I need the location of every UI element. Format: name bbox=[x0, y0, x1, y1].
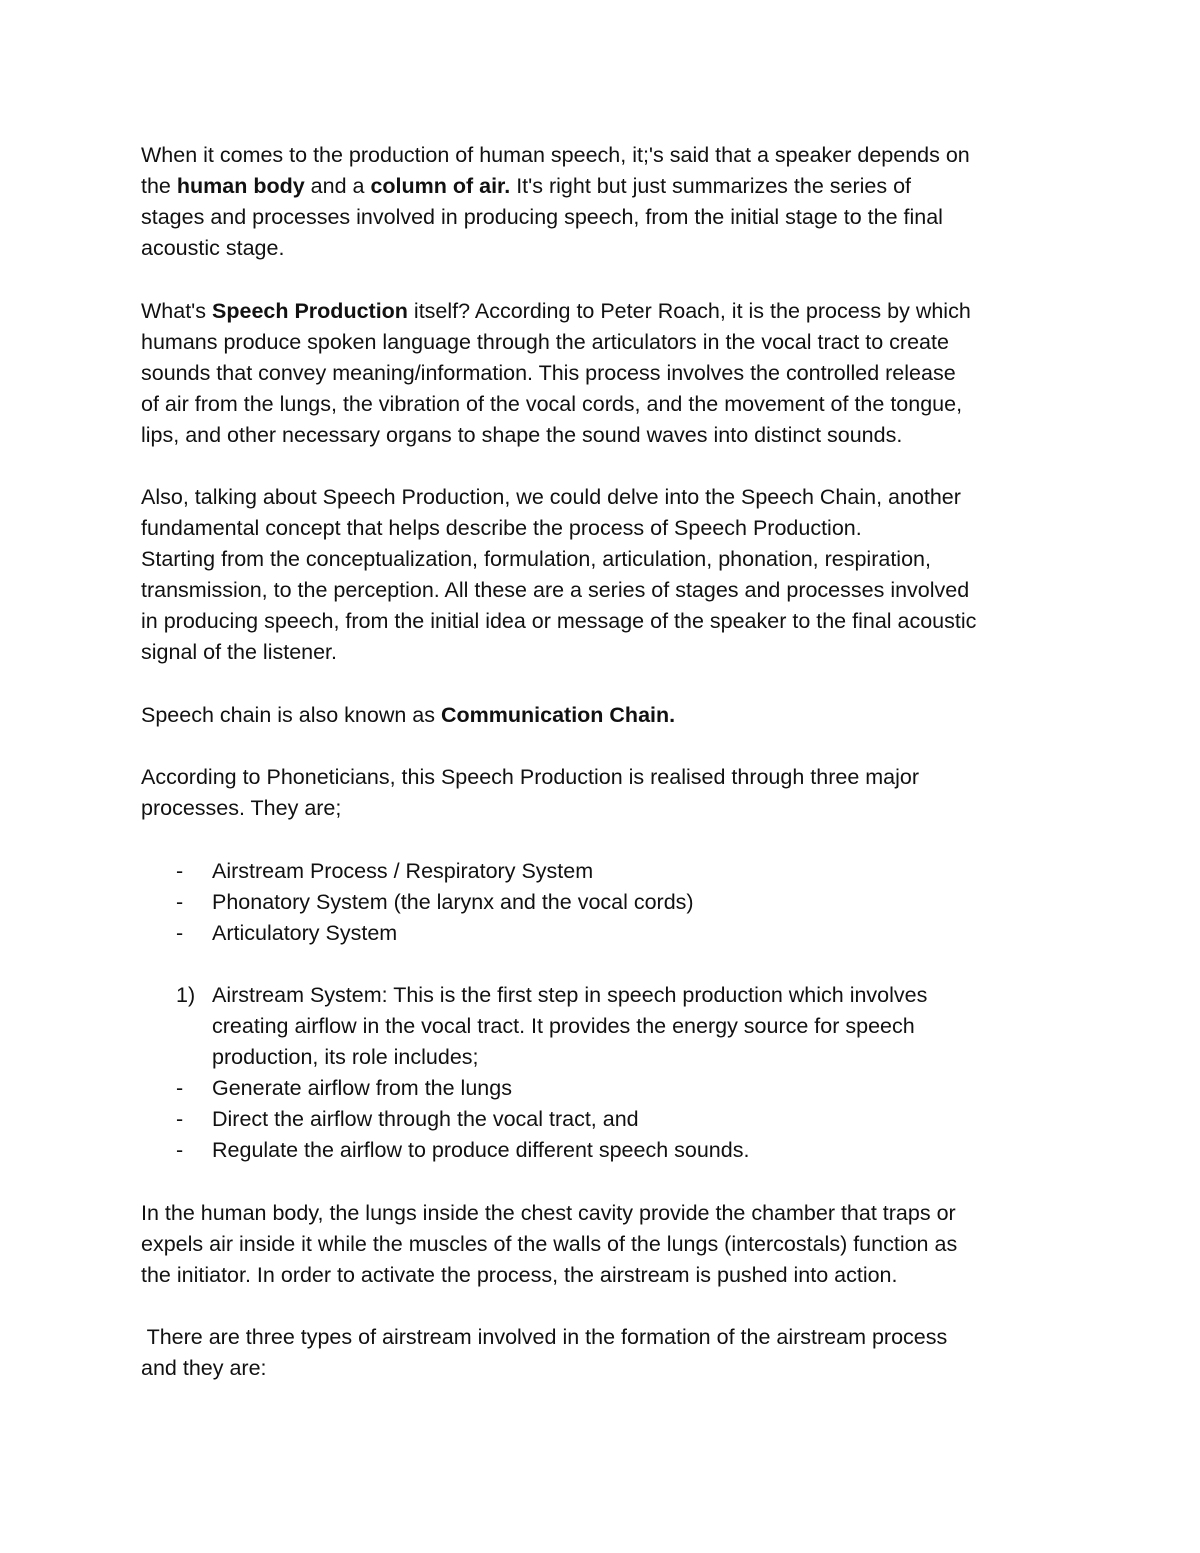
number-marker: 1) bbox=[176, 983, 196, 1007]
text-line: processes. They are; bbox=[141, 796, 342, 820]
paragraph-intro bbox=[141, 140, 1071, 264]
text-line: and they are: bbox=[141, 1356, 267, 1380]
text-line: lips, and other necessary organs to shape the sound waves into distinct sounds. bbox=[141, 423, 903, 447]
list-item-text: Direct the airflow through the vocal tract, and bbox=[212, 1107, 639, 1131]
text-line: in producing speech, from the initial idea or message of the speaker to the final acoustic bbox=[141, 609, 977, 633]
list-item-text: creating airflow in the vocal tract. It provides the energy source for speech bbox=[212, 1014, 915, 1038]
text-line: acoustic stage. bbox=[141, 236, 285, 260]
text-line: of air from the lungs, the vibration of the vocal cords, and the movement of the tongue, bbox=[141, 392, 963, 416]
paragraph-phoneticians bbox=[141, 762, 1071, 824]
text-line: signal of the listener. bbox=[141, 640, 338, 664]
paragraph-speech-chain bbox=[141, 482, 1071, 668]
paragraph-speech-production bbox=[141, 296, 1071, 451]
list-item-text: Airstream System: This is the first step in speech production which involves bbox=[212, 983, 928, 1007]
text-line: stages and processes involved in producing speech, from the initial stage to the final bbox=[141, 205, 943, 229]
text-line: What's Speech Production itself? According to Peter Roach, it is the process by which bbox=[141, 299, 971, 323]
list-item-text: Generate airflow from the lungs bbox=[212, 1076, 512, 1100]
bold-term-communication-chain: Communication Chain. bbox=[440, 703, 676, 727]
text-line: There are three types of airstream involved in the formation of the airstream process bbox=[141, 1325, 948, 1349]
text-line: the initiator. In order to activate the process, the airstream is pushed into action. bbox=[141, 1263, 898, 1287]
dash-marker: - bbox=[176, 1107, 184, 1131]
text-line: Also, talking about Speech Production, we could delve into the Speech Chain, another bbox=[141, 485, 961, 509]
list-item-text: Phonatory System (the larynx and the vocal cords) bbox=[212, 890, 694, 914]
list-item-text: production, its role includes; bbox=[212, 1045, 479, 1069]
bold-term-speech-production: Speech Production bbox=[212, 299, 408, 323]
bold-term-column-of-air: column of air. bbox=[370, 174, 511, 198]
paragraph-airstream-types bbox=[141, 1322, 1071, 1384]
bold-term-human-body: human body bbox=[176, 174, 305, 198]
text-line: In the human body, the lungs inside the chest cavity provide the chamber that traps or bbox=[141, 1201, 956, 1225]
text-line: the human body and a column of air. It's right but just summarizes the series of bbox=[141, 174, 912, 198]
text-line: Speech chain is also known as Communication Chain. bbox=[141, 703, 676, 727]
text-line: humans produce spoken language through the articulators in the vocal tract to create bbox=[141, 330, 949, 354]
text-line: fundamental concept that helps describe the process of Speech Production. bbox=[141, 516, 862, 540]
text-line: sounds that convey meaning/information. This process involves the controlled release bbox=[141, 361, 956, 385]
dash-marker: - bbox=[176, 921, 184, 945]
dash-marker: - bbox=[176, 1138, 184, 1162]
text-line: When it comes to the production of human speech, it;'s said that a speaker depends on bbox=[141, 143, 970, 167]
list-item-text: Articulatory System bbox=[212, 921, 398, 945]
text-line: Starting from the conceptualization, formulation, articulation, phonation, respiration, bbox=[141, 547, 931, 571]
dash-marker: - bbox=[176, 859, 184, 883]
paragraph-human-body-lungs bbox=[141, 1198, 1071, 1291]
dash-marker: - bbox=[176, 1076, 184, 1100]
text-line: transmission, to the perception. All these are a series of stages and processes involved bbox=[141, 578, 970, 602]
paragraph-communication-chain bbox=[141, 700, 1071, 731]
list-item-text: Airstream Process / Respiratory System bbox=[212, 859, 594, 883]
list-item-text: Regulate the airflow to produce different speech sounds. bbox=[212, 1138, 750, 1162]
text-line: According to Phoneticians, this Speech Production is realised through three major bbox=[141, 765, 920, 789]
text-line: expels air inside it while the muscles of the walls of the lungs (intercostals) function as bbox=[141, 1232, 958, 1256]
dash-marker: - bbox=[176, 890, 184, 914]
